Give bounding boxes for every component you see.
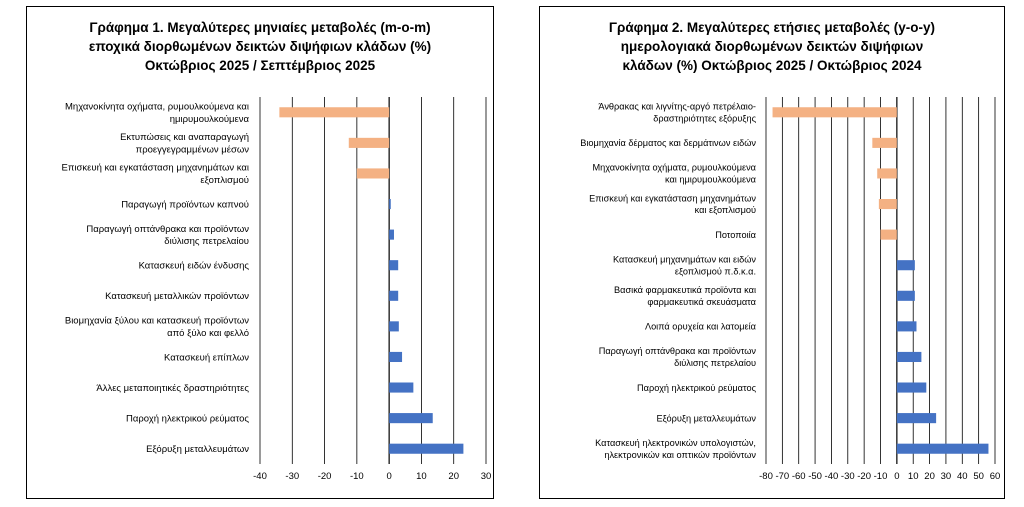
category-label-line: Παροχή ηλεκτρικού ρεύματος <box>125 413 249 425</box>
bar <box>389 321 399 331</box>
x-tick-label: 30 <box>480 471 492 482</box>
chart-title-line: Γράφημα 2. Μεγαλύτερες ετήσιες μεταβολές (y-o-y) <box>608 20 936 35</box>
category-label-line: διύλισης πετρελαίου <box>674 358 756 369</box>
bar <box>349 138 389 148</box>
category-label-line: Κατασκευή ειδών ένδυσης <box>138 260 249 272</box>
x-tick-label: 0 <box>386 471 392 482</box>
category-label <box>613 254 756 276</box>
category-label-line: δραστηριότητες εξόρυξης <box>653 113 756 124</box>
category-label <box>65 316 249 339</box>
bar <box>879 199 897 209</box>
category-label-line: Ποτοποιία <box>715 229 756 240</box>
category-label <box>599 346 757 368</box>
chart-title-line: Οκτώβριος 2025 / Σεπτέμβριος 2025 <box>144 58 376 73</box>
x-tick-label: 60 <box>989 471 1001 482</box>
x-tick-label: -40 <box>824 471 839 482</box>
x-tick-label: 20 <box>448 471 460 482</box>
x-tick-label: 10 <box>907 471 919 482</box>
bar <box>877 168 897 178</box>
x-tick-label: 10 <box>416 471 427 482</box>
category-label <box>598 102 756 124</box>
category-label <box>656 413 756 423</box>
category-label-line: Βασικά φαρμακευτικά προϊόντα και <box>614 285 756 296</box>
category-label-line: εξοπλισμού <box>200 174 249 186</box>
chart-panel-annual <box>539 6 1005 499</box>
category-label-line: Άλλες μεταποιητικές δραστηριότητες <box>96 382 249 394</box>
category-label <box>86 224 249 247</box>
category-label-line: Παραγωγή οπτάνθρακα και προϊόντων <box>598 346 756 357</box>
category-label <box>592 163 756 185</box>
x-tick-label: 30 <box>940 471 952 482</box>
category-label <box>62 163 249 186</box>
chart-title-line: κλάδων (%) Οκτώβριος 2025 / Οκτώβριος 2024 <box>622 58 922 73</box>
x-tick-label: -50 <box>808 471 822 482</box>
bar <box>897 413 936 423</box>
x-tick-label: -10 <box>873 471 888 482</box>
bar-chart-monthly <box>27 7 495 500</box>
x-tick-label: 0 <box>894 471 900 482</box>
x-tick-label: -60 <box>791 471 806 482</box>
x-tick-label: 20 <box>924 471 935 482</box>
bar <box>881 230 897 240</box>
x-tick-label: 50 <box>973 471 984 482</box>
category-label-line: ηλεκτρονικών και οπτικών προϊόντων <box>604 449 756 460</box>
category-label-line: Άνθρακας και λιγνίτης-αργό πετρέλαιο- <box>598 101 756 112</box>
category-label-line: Μηχανοκίνητα οχήματα, ρυμουλκούμενα <box>592 162 756 173</box>
category-label-line: Κατασκευή μηχανημάτων και ειδών <box>612 254 756 265</box>
category-label-line: Βιομηχανία ξύλου και κατασκευή προϊόντων <box>64 315 249 327</box>
x-tick-label: 40 <box>956 471 968 482</box>
bar <box>773 107 897 117</box>
category-label-line: Παροχή ηλεκτρικού ρεύματος <box>637 382 756 393</box>
bar-chart-annual <box>540 7 1006 500</box>
x-tick-label: -70 <box>775 471 790 482</box>
bar <box>872 138 897 148</box>
category-label <box>637 383 757 393</box>
bar <box>897 291 915 301</box>
category-label <box>595 438 756 460</box>
x-tick-label: -10 <box>349 471 364 482</box>
category-label-line: και ημιρυμουλκούμενα <box>664 174 756 185</box>
category-label-line: Παραγωγή οπτάνθρακα και προϊόντων <box>86 223 249 235</box>
category-label <box>96 383 249 394</box>
category-label-line: Επισκευή και εγκατάσταση μηχανημάτων <box>589 193 756 204</box>
chart-panel-monthly <box>26 6 494 499</box>
bar <box>389 444 463 454</box>
bar <box>389 291 398 301</box>
category-label-line: Κατασκευή επίπλων <box>163 352 249 364</box>
bar <box>897 382 926 392</box>
bar <box>389 199 391 209</box>
chart-title-line: ημερολογιακά διορθωμένων δεικτών διψήφιων <box>620 39 924 54</box>
category-label-line: διύλισης πετρελαίου <box>164 236 249 248</box>
category-label <box>614 285 757 307</box>
category-label-line: Λοιπά ορυχεία και λατομεία <box>644 321 756 332</box>
bar <box>389 230 394 240</box>
category-label-line: φαρμακευτικά σκευάσματα <box>647 296 756 307</box>
category-label-line: Εξόρυξη μεταλλευμάτων <box>656 413 756 424</box>
bar <box>897 352 922 362</box>
category-label <box>580 138 756 148</box>
category-label <box>120 132 249 155</box>
bar <box>389 413 433 423</box>
category-label <box>126 413 249 424</box>
chart-title-line: εποχικά διορθωμένων δεικτών διψήφιων κλάδων (%) <box>88 39 432 54</box>
category-label-line: Μηχανοκίνητα οχήματα, ρυμουλκούμενα και <box>65 101 249 113</box>
bar <box>389 382 413 392</box>
category-label <box>589 193 756 215</box>
category-label <box>65 101 250 124</box>
category-label-line: και εξοπλισμού <box>694 205 756 216</box>
bar <box>897 321 917 331</box>
bar <box>357 168 389 178</box>
category-label <box>139 261 250 272</box>
bar <box>897 444 989 454</box>
category-label <box>645 322 757 332</box>
bar <box>897 260 915 270</box>
category-label-line: Κατασκευή ηλεκτρονικών υπολογιστών, <box>595 437 756 448</box>
x-tick-label: -80 <box>759 471 773 482</box>
category-label-line: ημιρυμουλκούμενα <box>169 113 249 125</box>
x-tick-label: -30 <box>840 471 855 482</box>
category-label-line: Εξόρυξη μεταλλευμάτων <box>146 444 249 456</box>
category-label-line: Εκτυπώσεις και αναπαραγωγή <box>120 132 249 144</box>
category-label <box>121 199 249 210</box>
category-label-line: Κατασκευή μεταλλικών προϊόντων <box>105 291 249 303</box>
bar <box>389 260 398 270</box>
x-tick-label: -20 <box>317 471 332 482</box>
category-label-line: Βιομηχανία δέρματος και δερμάτινων ειδών <box>580 138 756 149</box>
category-label <box>146 444 249 455</box>
category-label-line: από ξύλο και φελλό <box>167 327 249 339</box>
x-tick-label: -40 <box>253 471 267 482</box>
category-label <box>164 352 249 363</box>
bar <box>279 107 389 117</box>
bar <box>389 352 402 362</box>
category-label <box>105 291 249 302</box>
category-label-line: εξοπλισμού π.δ.κ.α. <box>674 266 756 277</box>
x-tick-label: -30 <box>285 471 300 482</box>
category-label-line: προεγγεγραμμένων μέσων <box>135 144 249 156</box>
x-tick-label: -20 <box>857 471 872 482</box>
category-label-line: Παραγωγή προϊόντων καπνού <box>121 199 249 211</box>
chart-title-line: Γράφημα 1. Μεγαλύτερες μηνιαίες μεταβολές (m-o-m) <box>89 20 431 35</box>
category-label <box>715 230 756 240</box>
category-label-line: Επισκευή και εγκατάσταση μηχανημάτων και <box>61 162 249 174</box>
